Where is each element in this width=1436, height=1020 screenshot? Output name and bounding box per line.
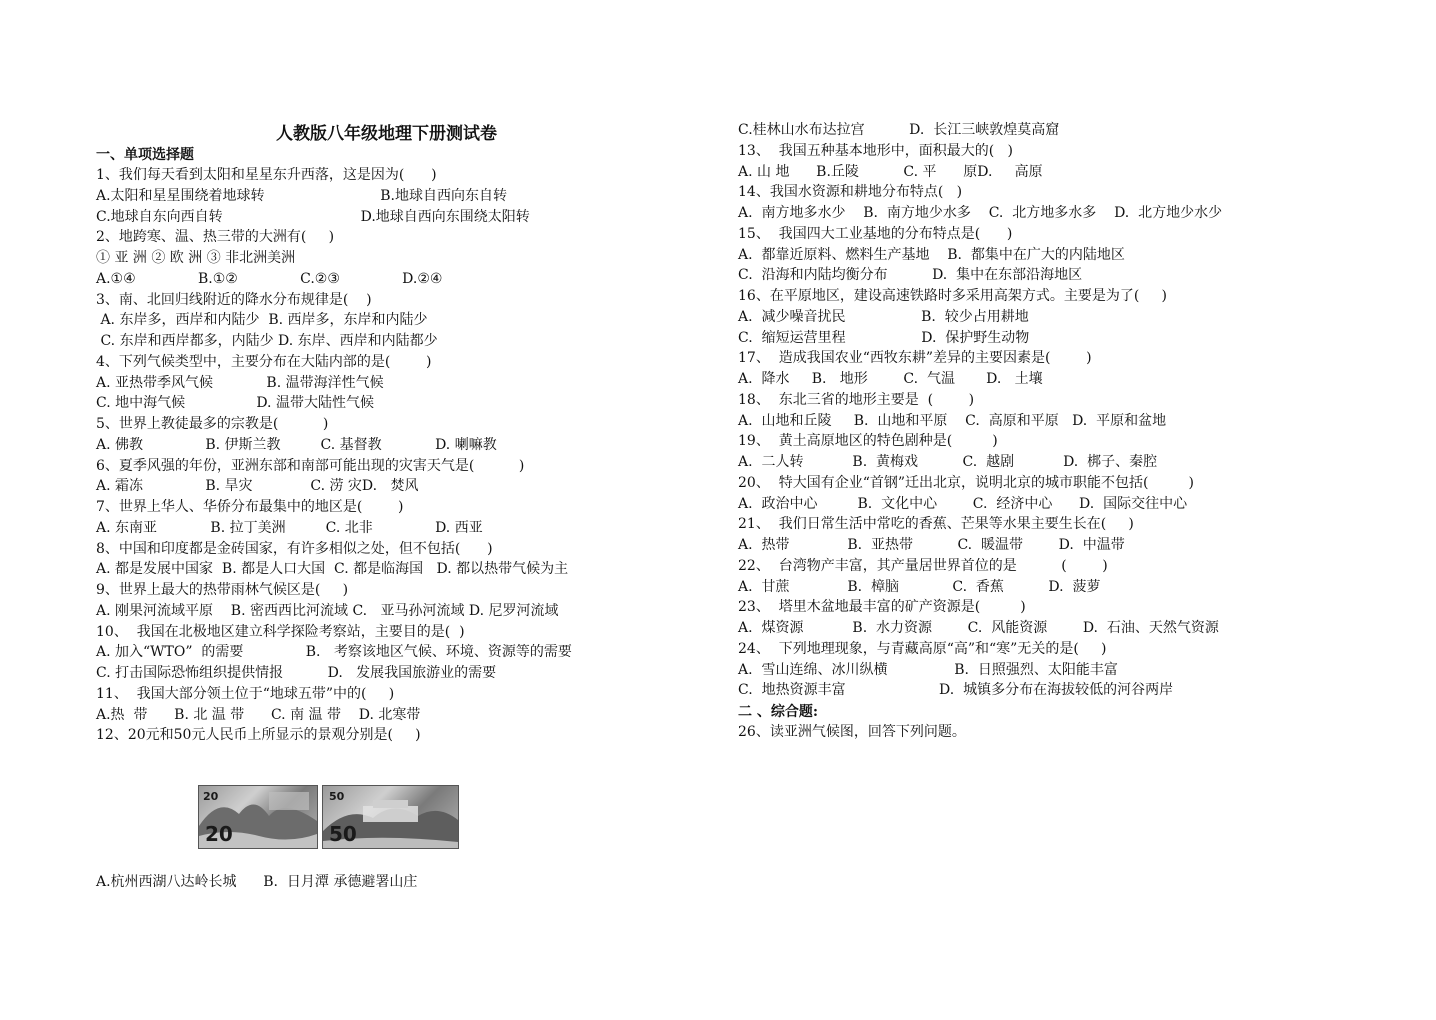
right-question-line: C. 地热资源丰富 D. 城镇多分布在海拔较低的河谷两岸	[738, 682, 1174, 699]
banknote-20-image	[198, 785, 318, 849]
right-question-line: 19、 黄土高原地区的特色剧种是( )	[738, 433, 998, 450]
left-question-line: A. 佛教 B. 伊斯兰教 C. 基督教 D. 喇嘛教	[96, 436, 497, 453]
banknote-50-digit-top: 50	[329, 790, 345, 803]
right-question-line: 21、 我们日常生活中常吃的香蕉、芒果等水果主要生长在( )	[738, 516, 1134, 533]
left-question-line: 1、我们每天看到太阳和星星东升西落，这是因为( )	[96, 167, 437, 183]
left-question-line: 7、世界上华人、华侨分布最集中的地区是( )	[96, 499, 404, 515]
left-question-line: A. 刚果河流域平原 B. 密西西比河流域 C. 亚马孙河流域 D. 尼罗河流域	[96, 602, 559, 619]
section-heading-comprehensive: 二 、综合题:	[738, 704, 819, 720]
right-question-line: C. 沿海和内陆均衡分布 D. 集中在东部沿海地区	[738, 267, 1083, 284]
banknote-20-digit-large: 20	[205, 822, 233, 846]
left-question-line: C. 打击国际恐怖组织提供情报 D. 发展我国旅游业的需要	[96, 665, 497, 681]
right-question-line: 16、在平原地区，建设高速铁路时多采用高架方式。主要是为了( )	[738, 288, 1167, 304]
left-question-line: A.太阳和星星围绕着地球转 B.地球自西向东自转	[96, 187, 508, 204]
left-question-line: 5、世界上教徒最多的宗教是( )	[96, 416, 329, 432]
left-question-line: A. 东南亚 B. 拉丁美洲 C. 北非 D. 西亚	[96, 519, 483, 536]
left-question-line: C.地球自东向西自转 D.地球自西向东围绕太阳转	[96, 208, 530, 225]
left-question-line: A. 霜冻 B. 旱灾 C. 涝 灾D. 焚风	[96, 478, 419, 495]
right-question-line: C. 缩短运营里程 D. 保护野生动物	[738, 329, 1030, 346]
right-question-line: A. 都靠近原料、燃料生产基地 B. 都集中在广大的内陆地区	[738, 246, 1125, 263]
left-question-line: 10、 我国在北极地区建立科学探险考察站，主要目的是( )	[96, 623, 465, 640]
right-question-line: 23、 塔里木盆地最丰富的矿产资源是( )	[738, 599, 1026, 616]
left-question-line: A.热 带 B. 北 温 带 C. 南 温 带 D. 北寒带	[96, 706, 421, 723]
right-question-line: A. 山地和丘陵 B. 山地和平原 C. 高原和平原 D. 平原和盆地	[738, 412, 1167, 429]
right-question-line: A. 南方地多水少 B. 南方地少水多 C. 北方地多水多 D. 北方地少水少	[738, 205, 1223, 221]
left-question-line: C. 地中海气候 D. 温带大陆性气候	[96, 395, 374, 412]
left-question-line: 9、世界上最大的热带雨林气候区是( )	[96, 582, 349, 598]
right-question-line: 18、 东北三省的地形主要是 ( )	[738, 391, 975, 408]
right-question-line: A. 政治中心 B. 文化中心 C. 经济中心 D. 国际交往中心	[738, 495, 1188, 512]
left-question-line: A. 东岸多，西岸和内陆少 B. 西岸多，东岸和内陆少	[96, 312, 428, 329]
left-question-line: A. 亚热带季风气候 B. 温带海洋性气候	[96, 374, 384, 391]
page-title: 人教版八年级地理下册测试卷	[276, 124, 497, 144]
right-question-line: A. 雪山连绵、冰川纵横 B. 日照强烈、太阳能丰富	[738, 661, 1118, 678]
right-question-line: A. 降水 B. 地形 C. 气温 D. 土壤	[738, 371, 1043, 387]
left-question-line: 6、夏季风强的年份，亚洲东部和南部可能出现的灾害天气是( )	[96, 457, 525, 474]
right-question-line: 17、 造成我国农业“西牧东耕”差异的主要因素是( )	[738, 350, 1092, 367]
left-question-line: C. 东岸和西岸都多，内陆少 D. 东岸、西岸和内陆都少	[96, 333, 438, 349]
right-question-line: A. 山 地 B.丘陵 C. 平 原D. 高原	[738, 163, 1043, 180]
left-question-line: A. 加入“WTO” 的需要 B. 考察该地区气候、环境、资源等的需要	[96, 644, 572, 661]
right-question-line: 24、 下列地理现象，与青藏高原“高”和“寒”无关的是( )	[738, 640, 1107, 657]
left-question-line: 11、 我国大部分领土位于“地球五带”中的( )	[96, 685, 395, 702]
right-question-line: C.桂林山水布达拉宫 D. 长江三峡敦煌莫高窟	[738, 122, 1060, 138]
right-question-line: 22、 台湾物产丰富，其产量居世界首位的是 ( )	[738, 557, 1108, 574]
right-question-line: A. 二人转 B. 黄梅戏 C. 越剧 D. 梆子、秦腔	[738, 454, 1158, 470]
left-question-line: 12、20元和50元人民币上所显示的景观分别是( )	[96, 727, 421, 744]
left-question-line: A. 都是发展中国家 B. 都是人口大国 C. 都是临海国 D. 都以热带气候为主	[96, 561, 569, 578]
left-question-line: 2、地跨寒、温、热三带的大洲有( )	[96, 229, 335, 246]
banknote-50-image	[322, 785, 459, 849]
right-question-line: A. 煤资源 B. 水力资源 C. 风能资源 D. 石油、天然气资源	[738, 620, 1219, 636]
right-question-line: A. 热带 B. 亚热带 C. 暖温带 D. 中温带	[738, 537, 1125, 553]
banknote-50-digit-large: 50	[329, 822, 357, 846]
left-question-line: 8、中国和印度都是金砖国家，有许多相似之处，但不包括( )	[96, 540, 493, 557]
left-question-line: ① 亚 洲 ② 欧 洲 ③ 非北洲美洲	[96, 250, 296, 266]
left-question-line: 3、南、北回归线附近的降水分布规律是( )	[96, 291, 372, 308]
right-question-line: A. 甘蔗 B. 樟脑 C. 香蕉 D. 菠萝	[738, 578, 1101, 595]
right-question-line: 13、 我国五种基本地形中，面积最大的( )	[738, 142, 1013, 159]
question-26: 26、读亚洲气候图，回答下列问题。	[738, 724, 966, 740]
right-question-line: 15、 我国四大工业基地的分布特点是( )	[738, 225, 1013, 242]
left-question-line: 4、下列气候类型中，主要分布在大陆内部的是( )	[96, 353, 432, 370]
left-question-line: A.①④ B.①② C.②③ D.②④	[96, 270, 443, 287]
right-question-line: 20、 特大国有企业“首钢”迁出北京，说明北京的城市职能不包括( )	[738, 474, 1195, 491]
right-question-line: A. 减少噪音扰民 B. 较少占用耕地	[738, 308, 1029, 325]
question-12-options-ab: A.杭州西湖八达岭长城 B. 日月潭 承德避署山庄	[96, 874, 418, 890]
section-heading-choice: 一、单项选择题	[96, 147, 194, 163]
banknote-20-digit-top: 20	[203, 790, 219, 803]
right-question-line: 14、我国水资源和耕地分布特点( )	[738, 184, 963, 201]
